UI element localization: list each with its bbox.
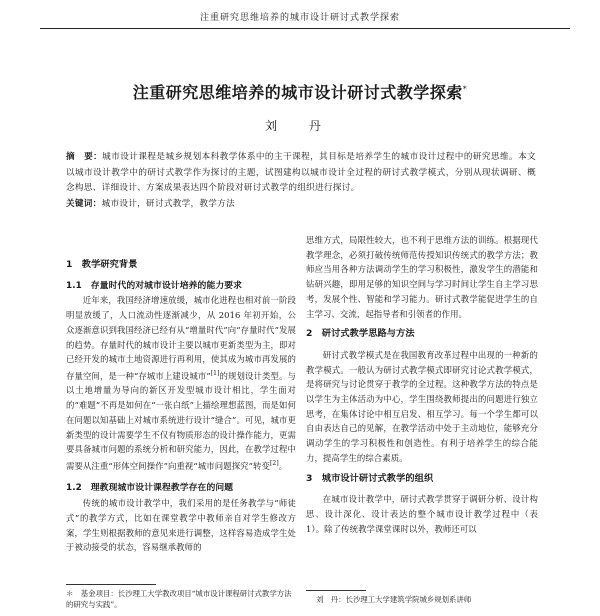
- section-2-heading: 2 研讨式教学思路与方法: [306, 328, 415, 340]
- right-top-paragraph: 思维方式，局限性较大，也不利于思维方法的训练。根据现代教学理念，必须打破传统师范传授知识传统式的教学方法；教师应当用各种方法调动学生的学习积极性，激发学生的潜能和钻研兴趣，即用足够的知识空间与学习时间让学生自主学习思考，发展个性、智能和学习能力。研讨式教学能促进学生的自主学习、交流，起指导者和引领者的作用。: [306, 235, 538, 319]
- author-footnote: 刘 丹：长沙理工大学建筑学院城乡规划系讲师: [316, 595, 472, 604]
- section-1-1-text-b: 的规划设计类型。与以土地增量为导向的新区开发型城市设计相比，学生面对的“难题”不再是如何在“一张白纸”上描绘理想蓝图，而是如何在问题以知基础上对城市系统进行设计“缝合”。可见，城市更新类型的设计需要学生不仅有物质形态的设计操作能力，更需要具备城市问题的系统分析和研究能力，因此，在教学过程中需要从注重“形体空间操作”向重视“城市问题探究”转变: [66, 370, 296, 471]
- right-column: [306, 233, 538, 536]
- section-1-2-paragraph: 传统的城市设计教学中，我们采用的是任务教学与“师徒式”的教学方式，比如在课堂教学中教师亲自对学生修改方案，学生则根据教师的意见来进行调整，这样容易造成学生处于被动接受的状态，容易继承教师的: [66, 498, 296, 553]
- section-1-heading: 1 教学研究背景: [66, 259, 138, 270]
- title-footnote-mark: *: [462, 84, 468, 94]
- section-3-heading: 3 城市设计研讨式教学的组织: [306, 472, 434, 484]
- section-1-1-heading: 1.1 存量时代的对城市设计培养的能力要求: [66, 280, 243, 291]
- author-note-rule: [306, 590, 366, 591]
- keywords: [66, 197, 536, 213]
- section-1-2-heading: 1.2 理教现城市设计课程教学存在的问题: [66, 483, 234, 494]
- abstract-text: 城市设计课程是城乡规划本科教学体系中的主干课程，其目标是培养学生的城市设计过程中的研究思维。本文以城市设计教学中的研讨式教学作为探讨的主题，试图建构以城市设计全过程的研讨式教学模式，分别从现状调研、概念构思、详细设计、方案成果表达四个阶段对研讨式教学的组织进行探讨。: [66, 152, 536, 193]
- ref-2: [2]: [269, 459, 279, 467]
- running-header: 注重研究思维培养的城市设计研讨式教学探索: [199, 13, 400, 23]
- left-column: [66, 252, 296, 555]
- section-2-paragraph: 研讨式教学模式是在我国教育改革过程中出现的一种新的教学模式。一般认为研讨式教学模式即研究讨论式教学模式，是将研究与讨论贯穿于教学的全过程。这种教学方法的特点是以学生为主体活动为中心，学生围绕教师提出的问题进行独立思考，在集体讨论中相互启发、相互学习。每一个学生都可以自由表达自己的见解，在教学活动中处于主动地位，能够充分调动学生的学习积极性和创造性。有利于培养学生的综合能力，提高学生的综合素质。: [306, 349, 538, 463]
- author-name: 刘 丹: [265, 119, 335, 133]
- keywords-label: 关键词：: [66, 198, 102, 209]
- section-1-1-text-a: 近年来，我国经济增速放缓，城市化进程也相对前一阶段明显放缓了，人口流动性逐渐减少，从 2016 年初开始，公众逐渐意识到我国经济已经有从“增量时代”向“存量时代”发展的趋势。存量时代的城市设计主要以城市更新类型为主，即对已经开发的城市土地资源进行再利用，使其成为城市再发展的存量空间，是一种“存城市上建设城市”: [66, 295, 296, 381]
- section-1-1-text-c: 。: [278, 460, 288, 471]
- title-text: 注重研究思维培养的城市设计研讨式教学探索: [132, 83, 463, 102]
- paper-title: [0, 80, 600, 103]
- section-1-1-paragraph: [66, 293, 296, 473]
- abstract: [66, 150, 536, 197]
- abstract-label: 摘 要：: [66, 152, 103, 162]
- fund-footnote: ＊ 基金项目：长沙理工大学教改项目“城市设计课程研讨式教学方法的研究与实践”。: [66, 589, 292, 609]
- header-rule: [40, 28, 570, 29]
- abstract-block: [66, 150, 536, 212]
- section-3-paragraph: 在城市设计教学中，研讨式教学贯穿于调研分析、设计构思、设计深化、设计表达的整个城市设计教学过程中（表 1）。除了传统教学课堂课时以外，教师还可以: [306, 494, 538, 534]
- footnote-rule: [66, 584, 156, 585]
- keywords-text: 城市设计，研讨式教学，教学方法: [101, 198, 235, 209]
- ref-1: [1]: [210, 369, 220, 377]
